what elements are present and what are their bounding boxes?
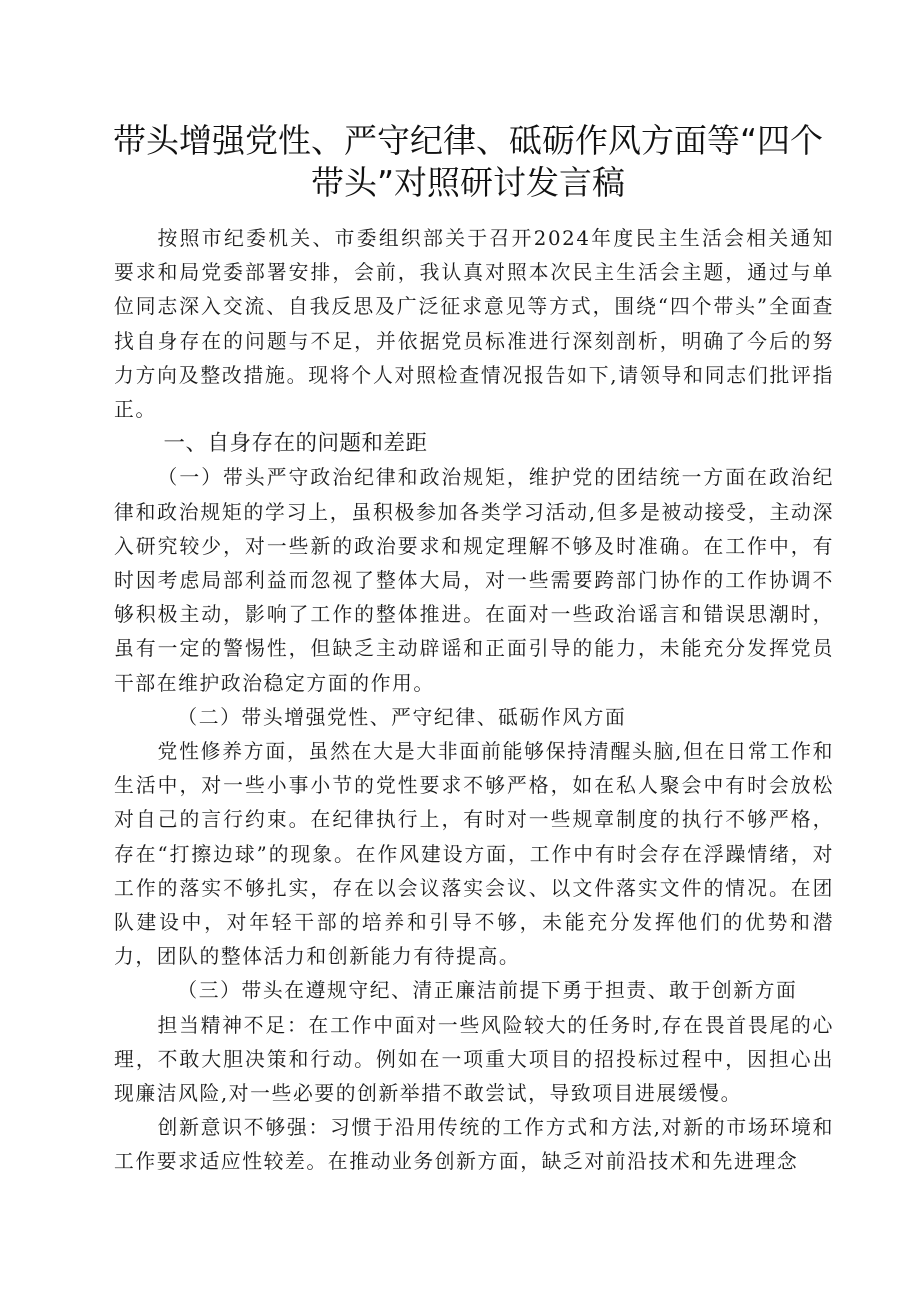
subsection-heading: （二）带头增强党性、严守纪律、砥砺作风方面 [177, 705, 627, 729]
section-heading: 一、自身存在的问题和差距 [163, 431, 428, 457]
subsection-heading: （三）带头在遵规守纪、清正廉洁前提下勇于担责、敢于创新方面 [177, 979, 798, 1003]
document-body [114, 222, 834, 1180]
body-paragraph: 党性修养方面，虽然在大是大非面前能够保持清醒头脑,但在日常工作和生活中，对一些小事小节的党性要求不够严格，如在私人聚会中有时会放松对自己的言行约束。在纪律执行上，有时对一些规章制度的执行不够严格，存在“打擦边球”的现象。在作风建设方面，工作中有时会存在浮躁情绪，对工作的落实不够扎实，存在以会议落实会议、以文件落实文件的情况。在团队建设中，对年轻干部的培养和引导不够，未能充分发挥他们的优势和潜力，团队的整体活力和创新能力有待提高。 [114, 740, 834, 969]
body-paragraph: 担当精神不足：在工作中面对一些风险较大的任务时,存在畏首畏尾的心理，不敢大胆决策和行动。例如在一项重大项目的招投标过程中，因担心出现廉洁风险,对一些必要的创新举措不敢尝试，导致项目进展缓慢。 [114, 1013, 834, 1106]
subsection-paragraph: （一）带头严守政治纪律和政治规矩，维护党的团结统一方面在政治纪律和政治规矩的学习上，虽积极参加各类学习活动,但多是被动接受，主动深入研究较少，对一些新的政治要求和规定理解不够及时准确。在工作中，有时因考虑局部利益而忽视了整体大局，对一些需要跨部门协作的工作协调不够积极主动，影响了工作的整体推进。在面对一些政治谣言和错误思潮时，虽有一定的警惕性，但缺乏主动辟谣和正面引导的能力，未能充分发挥党员干部在维护政治稳定方面的作用。 [114, 466, 834, 695]
intro-paragraph: 按照市纪委机关、市委组织部关于召开2024年度民主生活会相关通知要求和局党委部署安排，会前，我认真对照本次民主生活会主题，通过与单位同志深入交流、自我反思及广泛征求意见等方式，围绕“四个带头”全面查找自身存在的问题与不足，并依据党员标准进行深刻剖析，明确了今后的努力方向及整改措施。现将个人对照检查情况报告如下,请领导和同志们批评指正。 [114, 227, 834, 422]
body-paragraph: 创新意识不够强：习惯于沿用传统的工作方式和方法,对新的市场环境和工作要求适应性较差。在推动业务创新方面，缺乏对前沿技术和先进理念 [114, 1116, 834, 1174]
document-title: 带头增强党性、严守纪律、砥砺作风方面等“四个带头”对照研讨发言稿 [112, 121, 824, 202]
